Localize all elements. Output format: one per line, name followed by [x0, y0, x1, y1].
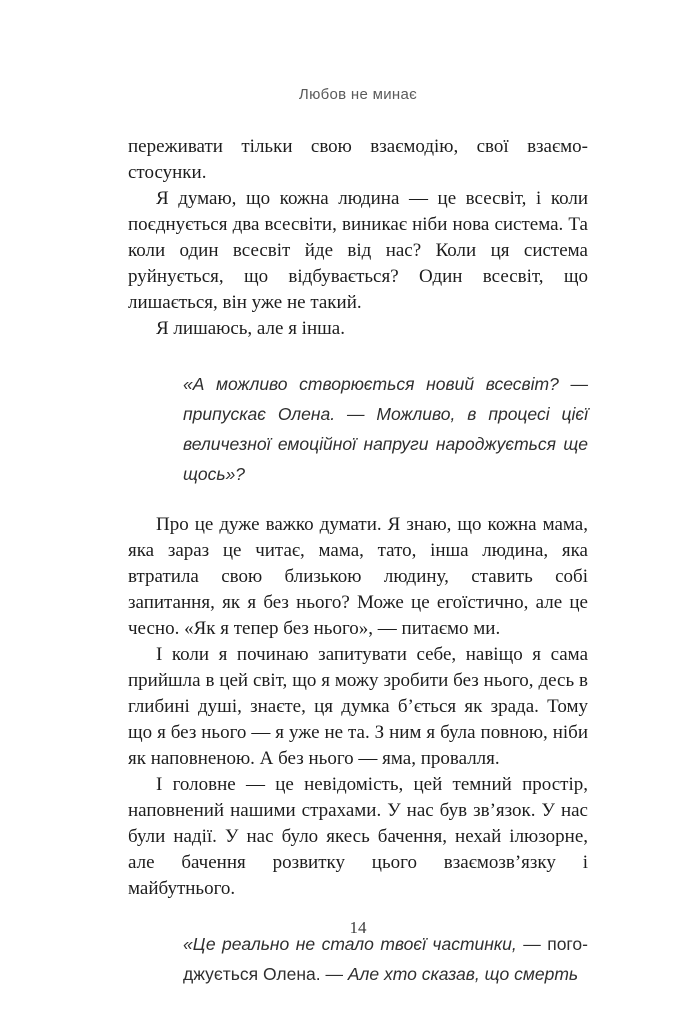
quote-paragraph — [183, 929, 588, 989]
text-run: Я думаю, що кожна людина — це всесвіт, і коли поєднується два всесвіти, виникає ніби нова система. Та коли один всесвіт йде від нас? Коли ця система руйнується, що відбувається? Один всесвіт, що лишається, він уже не такий. — [128, 188, 588, 313]
body-paragraph — [128, 316, 588, 342]
body-paragraph — [128, 186, 588, 316]
body-paragraph — [128, 134, 588, 186]
text-run: «А можливо створюється новий всесвіт? — припускає Олена. — Можливо, в процесі цієї величезної емоційної напруги народжується ще щось»? — [183, 374, 588, 484]
text-run: — погоджується Олена. — — [183, 934, 588, 984]
text-run: Про це дуже важко думати. Я знаю, що кожна мама, яка зараз це читає, мама, тато, інша людина, яка втратила свою близькою людину, ставить собі запитання, як я без нього? Може це егоїстично, але це чесно. «Як я тепер без нього», — питаємо ми. — [128, 514, 588, 639]
body-paragraph — [128, 512, 588, 642]
page-number: 14 — [349, 918, 367, 937]
text-run: Я лишаюсь, але я інша. — [156, 318, 345, 339]
body-paragraph — [128, 772, 588, 902]
body-paragraph — [128, 642, 588, 772]
running-header: Любов не минає — [298, 86, 418, 103]
text-run: «Це реально не стало твоєї частинки, — [183, 934, 524, 954]
text-run: І головне — це невідомість, цей темний простір, наповнений нашими страхами. У нас був зв’язок. У нас були надії. У нас було якесь бачення, нехай ілюзорне, але бачення розвитку цього взаємозв’язку і майбутнього. — [128, 774, 588, 899]
text-run: переживати тільки свою взаємодію, свої взаємостосунки. — [128, 136, 588, 183]
text-run: І коли я починаю запитувати себе, навіщо я сама прийшла в цей світ, що я можу зробити без нього, десь в глибині душі, знаєте, ця думка б’ється як зрада. Тому що я без нього — я уже не та. З ним я була повною, ніби як наповненою. А без нього — яма, провалля. — [128, 644, 588, 769]
text-run: Але хто сказав, що смерть — [347, 964, 579, 984]
quote-paragraph — [183, 369, 588, 489]
page-text — [128, 134, 588, 989]
